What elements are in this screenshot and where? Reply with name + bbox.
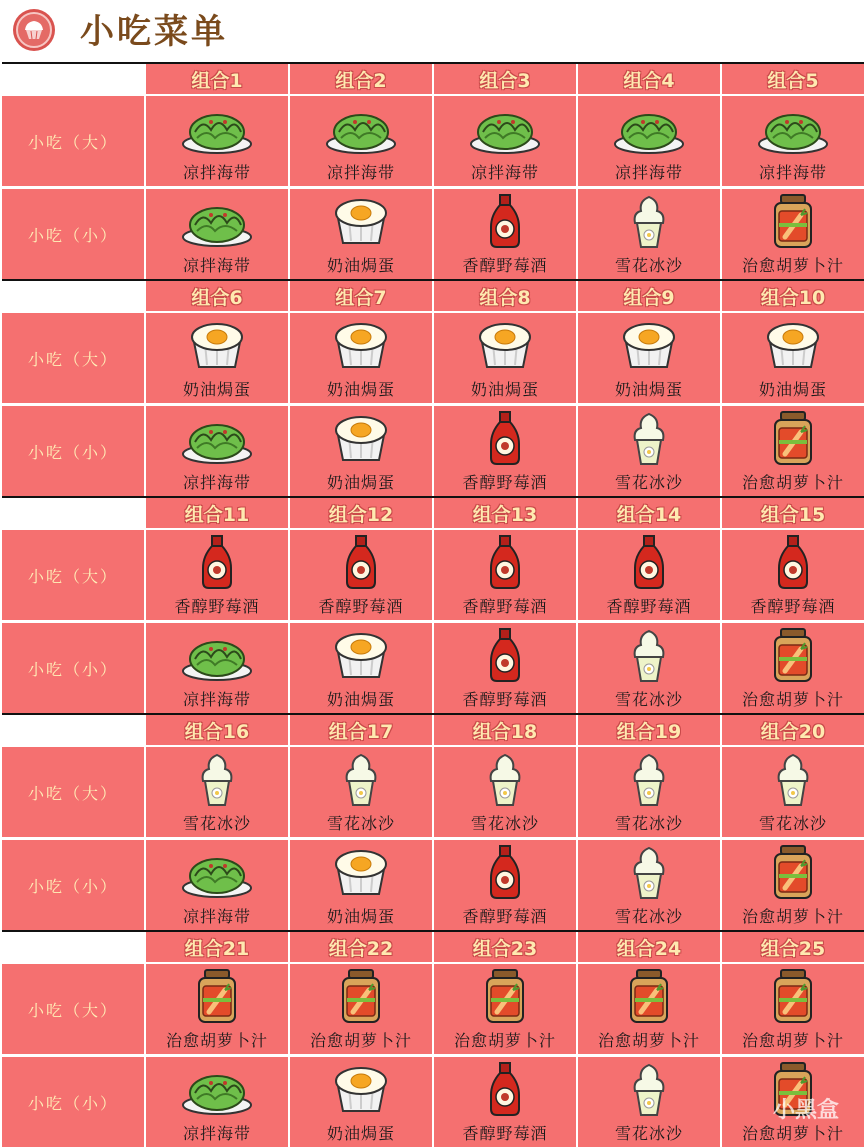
row-label-big: 小吃（大） bbox=[2, 747, 144, 837]
combo-header: 组合22 bbox=[290, 932, 432, 962]
menu-item-cell bbox=[290, 313, 432, 403]
carrot-juice-icon bbox=[469, 968, 541, 1024]
menu-item-cell bbox=[290, 406, 432, 496]
combo-header: 组合8 bbox=[434, 281, 576, 311]
baked-egg-icon bbox=[613, 317, 685, 373]
combo-header: 组合12 bbox=[290, 498, 432, 528]
snow-ice-icon bbox=[325, 751, 397, 807]
menu-item-cell bbox=[578, 964, 720, 1054]
combo-header: 组合6 bbox=[146, 281, 288, 311]
combo-header: 组合9 bbox=[578, 281, 720, 311]
combo-block bbox=[2, 62, 864, 279]
menu-item-cell bbox=[722, 189, 864, 279]
snow-ice-icon bbox=[613, 627, 685, 683]
seaweed-salad-icon bbox=[181, 410, 253, 466]
menu-item-cell bbox=[722, 623, 864, 713]
menu-item-name: 香醇野莓酒 bbox=[606, 597, 692, 616]
combo-block bbox=[2, 930, 864, 1147]
berry-wine-icon bbox=[469, 1061, 541, 1117]
menu-item-name: 凉拌海带 bbox=[614, 163, 683, 182]
menu-item-cell bbox=[290, 96, 432, 186]
menu-item-cell bbox=[146, 1057, 288, 1147]
menu-item-cell bbox=[434, 1057, 576, 1147]
berry-wine-icon bbox=[325, 534, 397, 590]
seaweed-salad-icon bbox=[613, 100, 685, 156]
menu-item-name: 奶油焗蛋 bbox=[758, 380, 827, 399]
menu-item-cell bbox=[578, 530, 720, 620]
menu-item-name: 香醇野莓酒 bbox=[462, 907, 548, 926]
cupcake-badge-icon bbox=[12, 8, 56, 52]
snow-ice-icon bbox=[613, 410, 685, 466]
berry-wine-icon bbox=[469, 410, 541, 466]
menu-item-cell bbox=[578, 96, 720, 186]
carrot-juice-icon bbox=[181, 968, 253, 1024]
menu-item-name: 奶油焗蛋 bbox=[326, 690, 395, 709]
snow-ice-icon bbox=[469, 751, 541, 807]
row-label-small: 小吃（小） bbox=[2, 840, 144, 930]
menu-item-cell bbox=[290, 747, 432, 837]
menu-item-cell bbox=[146, 747, 288, 837]
carrot-juice-icon bbox=[613, 968, 685, 1024]
carrot-juice-icon bbox=[757, 410, 829, 466]
menu-item-name: 雪花冰沙 bbox=[326, 814, 395, 833]
combo-header: 组合18 bbox=[434, 715, 576, 745]
row-label-big: 小吃（大） bbox=[2, 530, 144, 620]
combo-header: 组合17 bbox=[290, 715, 432, 745]
baked-egg-icon bbox=[325, 410, 397, 466]
menu-item-name: 凉拌海带 bbox=[182, 1124, 251, 1143]
menu-item-name: 治愈胡萝卜汁 bbox=[165, 1031, 268, 1050]
menu-item-cell bbox=[434, 840, 576, 930]
menu-item-cell bbox=[290, 1057, 432, 1147]
combo-header: 组合13 bbox=[434, 498, 576, 528]
menu-item-cell bbox=[434, 623, 576, 713]
page-header bbox=[0, 0, 865, 62]
combo-header: 组合16 bbox=[146, 715, 288, 745]
menu-item-cell bbox=[578, 623, 720, 713]
menu-item-name: 雪花冰沙 bbox=[614, 814, 683, 833]
menu-item-name: 治愈胡萝卜汁 bbox=[741, 1031, 844, 1050]
menu-item-name: 凉拌海带 bbox=[470, 163, 539, 182]
menu-item-cell bbox=[290, 623, 432, 713]
snow-ice-icon bbox=[613, 193, 685, 249]
menu-item-name: 香醇野莓酒 bbox=[174, 597, 260, 616]
snow-ice-icon bbox=[181, 751, 253, 807]
menu-item-cell bbox=[434, 530, 576, 620]
carrot-juice-icon bbox=[757, 193, 829, 249]
menu-item-cell bbox=[434, 189, 576, 279]
baked-egg-icon bbox=[325, 844, 397, 900]
menu-item-name: 治愈胡萝卜汁 bbox=[453, 1031, 556, 1050]
menu-item-name: 凉拌海带 bbox=[326, 163, 395, 182]
menu-item-cell bbox=[146, 406, 288, 496]
row-label-big: 小吃（大） bbox=[2, 313, 144, 403]
carrot-juice-icon bbox=[757, 844, 829, 900]
carrot-juice-icon bbox=[325, 968, 397, 1024]
menu-item-name: 雪花冰沙 bbox=[614, 256, 683, 275]
snow-ice-icon bbox=[613, 1061, 685, 1117]
menu-item-cell bbox=[146, 530, 288, 620]
menu-item-cell bbox=[722, 406, 864, 496]
combo-header: 组合4 bbox=[578, 64, 720, 94]
menu-item-name: 凉拌海带 bbox=[182, 690, 251, 709]
menu-item-name: 奶油焗蛋 bbox=[326, 907, 395, 926]
berry-wine-icon bbox=[181, 534, 253, 590]
row-label-small: 小吃（小） bbox=[2, 1057, 144, 1147]
menu-item-cell bbox=[146, 189, 288, 279]
combo-grid bbox=[2, 62, 864, 1148]
menu-item-cell bbox=[722, 747, 864, 837]
berry-wine-icon bbox=[469, 844, 541, 900]
menu-item-name: 治愈胡萝卜汁 bbox=[741, 256, 844, 275]
menu-item-cell bbox=[722, 964, 864, 1054]
combo-header: 组合15 bbox=[722, 498, 864, 528]
menu-item-name: 凉拌海带 bbox=[182, 163, 251, 182]
menu-item-cell bbox=[578, 840, 720, 930]
menu-item-name: 雪花冰沙 bbox=[614, 690, 683, 709]
seaweed-salad-icon bbox=[181, 844, 253, 900]
snow-ice-icon bbox=[613, 751, 685, 807]
baked-egg-icon bbox=[325, 193, 397, 249]
menu-item-name: 雪花冰沙 bbox=[614, 907, 683, 926]
menu-item-name: 香醇野莓酒 bbox=[318, 597, 404, 616]
combo-header: 组合5 bbox=[722, 64, 864, 94]
menu-item-cell bbox=[434, 96, 576, 186]
menu-item-cell bbox=[146, 313, 288, 403]
combo-header: 组合11 bbox=[146, 498, 288, 528]
combo-header: 组合3 bbox=[434, 64, 576, 94]
snow-ice-icon bbox=[613, 844, 685, 900]
berry-wine-icon bbox=[757, 534, 829, 590]
menu-item-name: 奶油焗蛋 bbox=[470, 380, 539, 399]
berry-wine-icon bbox=[613, 534, 685, 590]
combo-header: 组合23 bbox=[434, 932, 576, 962]
menu-item-name: 雪花冰沙 bbox=[182, 814, 251, 833]
combo-header: 组合14 bbox=[578, 498, 720, 528]
menu-item-name: 治愈胡萝卜汁 bbox=[597, 1031, 700, 1050]
watermark: 小黑盒 bbox=[772, 1098, 839, 1123]
menu-item-cell bbox=[146, 840, 288, 930]
menu-item-cell bbox=[434, 406, 576, 496]
row-label-small: 小吃（小） bbox=[2, 406, 144, 496]
combo-header: 组合24 bbox=[578, 932, 720, 962]
seaweed-salad-icon bbox=[181, 100, 253, 156]
combo-block bbox=[2, 279, 864, 496]
page-title: 小吃菜单 bbox=[80, 12, 228, 52]
berry-wine-icon bbox=[469, 193, 541, 249]
menu-item-name: 奶油焗蛋 bbox=[614, 380, 683, 399]
menu-item-name: 治愈胡萝卜汁 bbox=[309, 1031, 412, 1050]
menu-item-cell bbox=[722, 313, 864, 403]
menu-item-cell bbox=[722, 530, 864, 620]
menu-item-name: 治愈胡萝卜汁 bbox=[741, 1124, 844, 1143]
menu-item-cell bbox=[146, 96, 288, 186]
menu-item-cell bbox=[578, 189, 720, 279]
menu-item-cell bbox=[146, 964, 288, 1054]
menu-item-name: 香醇野莓酒 bbox=[462, 1124, 548, 1143]
menu-item-name: 雪花冰沙 bbox=[758, 814, 827, 833]
menu-item-cell bbox=[578, 747, 720, 837]
seaweed-salad-icon bbox=[181, 193, 253, 249]
menu-item-name: 雪花冰沙 bbox=[470, 814, 539, 833]
seaweed-salad-icon bbox=[181, 627, 253, 683]
row-label-small: 小吃（小） bbox=[2, 623, 144, 713]
menu-item-name: 香醇野莓酒 bbox=[750, 597, 836, 616]
combo-header: 组合7 bbox=[290, 281, 432, 311]
menu-item-name: 雪花冰沙 bbox=[614, 473, 683, 492]
menu-item-name: 奶油焗蛋 bbox=[326, 380, 395, 399]
menu-item-cell bbox=[578, 406, 720, 496]
combo-header: 组合1 bbox=[146, 64, 288, 94]
menu-item-cell bbox=[290, 964, 432, 1054]
seaweed-salad-icon bbox=[181, 1061, 253, 1117]
menu-item-name: 凉拌海带 bbox=[182, 473, 251, 492]
combo-header: 组合25 bbox=[722, 932, 864, 962]
baked-egg-icon bbox=[325, 317, 397, 373]
combo-header: 组合2 bbox=[290, 64, 432, 94]
menu-item-name: 治愈胡萝卜汁 bbox=[741, 473, 844, 492]
menu-item-name: 奶油焗蛋 bbox=[182, 380, 251, 399]
row-label-big: 小吃（大） bbox=[2, 96, 144, 186]
menu-item-cell bbox=[434, 964, 576, 1054]
menu-item-cell bbox=[290, 189, 432, 279]
menu-item-cell bbox=[578, 313, 720, 403]
menu-item-cell bbox=[722, 96, 864, 186]
baked-egg-icon bbox=[325, 627, 397, 683]
menu-item-name: 香醇野莓酒 bbox=[462, 256, 548, 275]
carrot-juice-icon bbox=[757, 968, 829, 1024]
menu-item-name: 凉拌海带 bbox=[182, 256, 251, 275]
menu-item-cell bbox=[578, 1057, 720, 1147]
menu-item-cell bbox=[146, 623, 288, 713]
menu-item-name: 香醇野莓酒 bbox=[462, 690, 548, 709]
row-label-big: 小吃（大） bbox=[2, 964, 144, 1054]
menu-item-name: 雪花冰沙 bbox=[614, 1124, 683, 1143]
menu-item-cell bbox=[434, 313, 576, 403]
seaweed-salad-icon bbox=[325, 100, 397, 156]
row-label-small: 小吃（小） bbox=[2, 189, 144, 279]
snow-ice-icon bbox=[757, 751, 829, 807]
combo-header: 组合19 bbox=[578, 715, 720, 745]
baked-egg-icon bbox=[757, 317, 829, 373]
menu-item-name: 治愈胡萝卜汁 bbox=[741, 690, 844, 709]
seaweed-salad-icon bbox=[757, 100, 829, 156]
berry-wine-icon bbox=[469, 627, 541, 683]
baked-egg-icon bbox=[469, 317, 541, 373]
menu-item-name: 治愈胡萝卜汁 bbox=[741, 907, 844, 926]
menu-item-name: 凉拌海带 bbox=[182, 907, 251, 926]
menu-item-cell bbox=[290, 840, 432, 930]
menu-item-name: 奶油焗蛋 bbox=[326, 1124, 395, 1143]
menu-item-cell bbox=[722, 840, 864, 930]
combo-header: 组合10 bbox=[722, 281, 864, 311]
combo-header: 组合21 bbox=[146, 932, 288, 962]
berry-wine-icon bbox=[469, 534, 541, 590]
menu-item-name: 香醇野莓酒 bbox=[462, 473, 548, 492]
menu-item-name: 凉拌海带 bbox=[758, 163, 827, 182]
seaweed-salad-icon bbox=[469, 100, 541, 156]
combo-block bbox=[2, 713, 864, 930]
menu-item-name: 香醇野莓酒 bbox=[462, 597, 548, 616]
combo-block bbox=[2, 496, 864, 713]
menu-item-name: 奶油焗蛋 bbox=[326, 256, 395, 275]
combo-header: 组合20 bbox=[722, 715, 864, 745]
menu-item-cell bbox=[290, 530, 432, 620]
baked-egg-icon bbox=[325, 1061, 397, 1117]
carrot-juice-icon bbox=[757, 627, 829, 683]
menu-item-name: 奶油焗蛋 bbox=[326, 473, 395, 492]
baked-egg-icon bbox=[181, 317, 253, 373]
menu-item-cell bbox=[434, 747, 576, 837]
